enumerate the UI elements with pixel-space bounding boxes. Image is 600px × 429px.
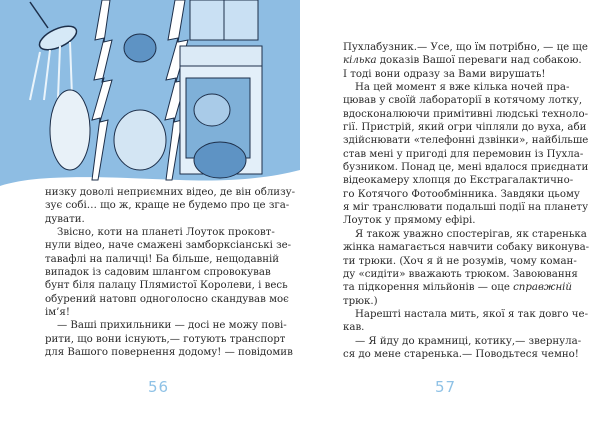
- text-line: Лоуток у прямому ефірі.: [343, 215, 476, 227]
- text-line: трюк.): [343, 295, 378, 307]
- text-line: тавафлі на паличці! Ба більше, нещодавній: [45, 253, 280, 265]
- text-line: бузником. Понад це, мені вдалося приєднати: [343, 162, 589, 174]
- text-line: жінка намагається навчити собаку виконува-: [343, 242, 590, 254]
- text-line: го Котячого Фотообмінника. Завдяки цьому: [343, 188, 580, 200]
- text-segment: та підкорення мільйонів — оце: [343, 282, 514, 294]
- text-line: вдосконалюючи примітивні людські техноло-: [343, 108, 589, 120]
- dog-figure: [114, 110, 166, 170]
- right-page: [300, 0, 600, 429]
- cat-figure: [124, 34, 156, 62]
- cat-figure: [194, 94, 230, 126]
- text-line: — Ваші прихильники — досі не можу пові-: [57, 320, 287, 332]
- text-line: гії. Пристрій, який огри чіпляли до вуха, аби: [343, 122, 587, 134]
- text-line: для Вашого повернення додому! — повідомив: [45, 347, 293, 359]
- text-line: ти трюки. (Хоч я й не розумів, чому коман-: [343, 255, 577, 267]
- cat-figure: [194, 142, 246, 178]
- text-line: випадок із садовим шлангом спровокував: [45, 267, 271, 279]
- text-line: ду «сидіти» вважають трюком. Завоювання: [343, 268, 578, 280]
- text-line: [343, 281, 572, 294]
- emphasized-word: кілька: [343, 55, 377, 67]
- right-page-body-text: [343, 41, 590, 361]
- text-line: нули відео, наче смажені замборксіанські зе-: [45, 240, 292, 252]
- text-line: Пухлабузник.— Усе, що їм потрібно, — це ще: [343, 42, 588, 53]
- page-number: 56: [148, 378, 170, 396]
- emphasized-word: справжній: [513, 282, 572, 294]
- text-segment: доказів Вашої переваги над собакою.: [376, 55, 582, 67]
- text-line: — Я йду до крамниці, котику,— звернула-: [355, 335, 582, 347]
- text-line: здійснювати «телефонні дзвінки», найбільше: [343, 135, 589, 147]
- text-line: І тоді вони одразу за Вами вирушать!: [343, 68, 546, 80]
- text-line: відеокамеру хлопця до Екстрагалактично-: [343, 175, 574, 187]
- text-line: Нарешті настала мить, якої я так довго че-: [355, 308, 589, 320]
- text-line: низку доволі неприємних відео, де він облизу-: [45, 187, 296, 198]
- illustration-cats-and-dogs: [0, 0, 300, 186]
- text-line: став мені у пригоді для перемовин із Пухла-: [343, 148, 584, 160]
- text-line: бунт біля палацу Плямистої Королеви, і весь: [45, 280, 288, 292]
- dog-figure: [50, 90, 90, 170]
- text-line: обурений натовп одноголосно скандував моє: [45, 293, 289, 305]
- page-number: 57: [435, 378, 457, 396]
- text-line: цював у своїй лабораторії в котячому лотку,: [343, 95, 583, 107]
- text-line: кав.: [343, 322, 365, 334]
- text-line: зує собі… що ж, краще не будемо про це зга-: [45, 200, 290, 212]
- left-page-body-text: [45, 186, 296, 359]
- text-line: ім’я!: [45, 307, 70, 319]
- text-line: [343, 54, 582, 67]
- text-line: ся до мене старенька.— Поводьтеся чемно!: [343, 348, 579, 360]
- text-line: На цей момент я вже кілька ночей пра-: [355, 82, 570, 94]
- text-line: Звісно, коти на планеті Лоуток проковт-: [57, 227, 275, 239]
- text-line: дувати.: [45, 213, 85, 225]
- text-line: рити, що вони існують,— готують транспорт: [45, 333, 286, 345]
- text-line: Я також уважно спостерігав, як старенька: [355, 228, 587, 240]
- text-line: я міг транслювати подальші події на планету: [343, 202, 589, 214]
